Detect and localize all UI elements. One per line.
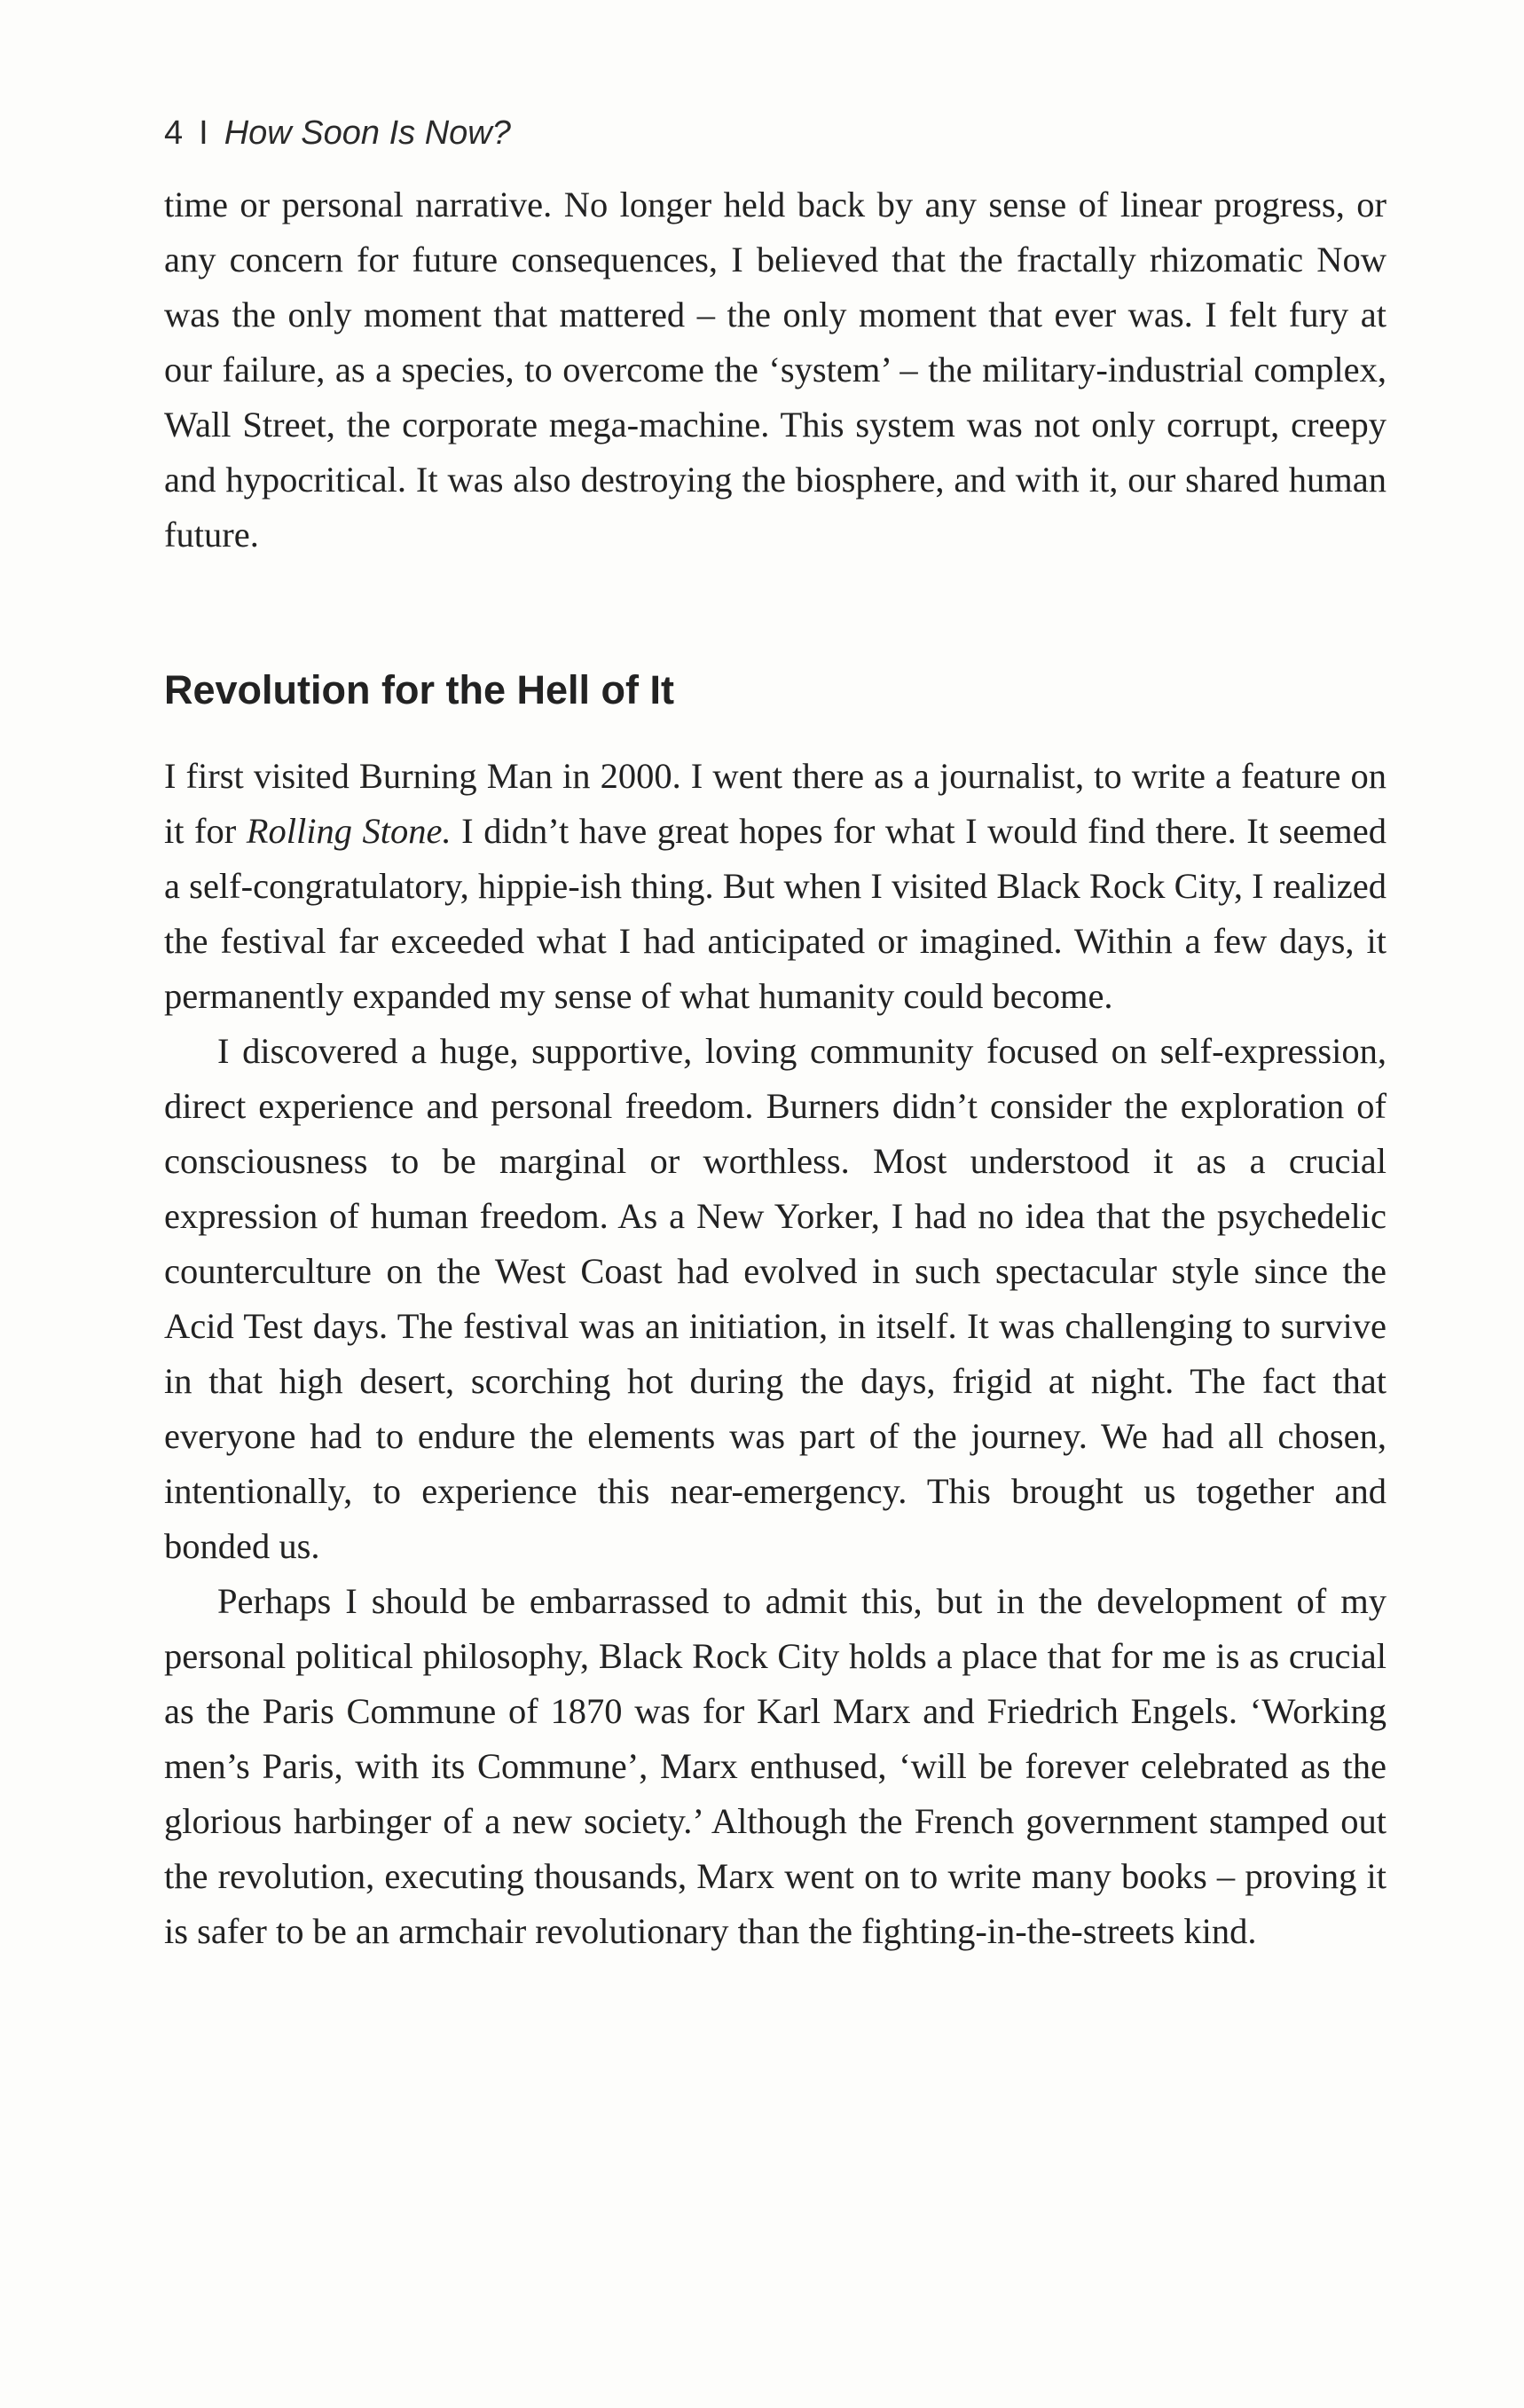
page-number: 4 (164, 114, 184, 152)
paragraph-text: I didn’t have great hopes for what I would find there. It seemed a self-congratulatory, hippie-ish thing. But when I visited Black Rock City, I realized the festival far exceeded what I had anticipated or imagined. Within a few days, it permanently expanded my sense of what humanity could become. (164, 811, 1387, 1016)
publication-title: Rolling Stone. (246, 811, 452, 851)
book-page (164, 114, 1387, 1959)
paragraph-community: I discovered a huge, supportive, loving community focused on self-expression, direct experience and personal freedom. Burners didn’t consider the exploration of consciousness to be marginal or worthless. Most understood it as a crucial expression of human freedom. As a New Yorker, I had no idea that the psychedelic counterculture on the West Coast had evolved in such spectacular style since the Acid Test days. The festival was an initiation, in itself. It was challenging to survive in that high desert, scorching hot during the days, frigid at night. The fact that everyone had to endure the elements was part of the journey. We had all chosen, intentionally, to experience this near-emergency. This brought us together and bonded us. (164, 1031, 1387, 1566)
paragraph-continued: time or personal narrative. No longer held back by any sense of linear progress, or any concern for future consequences, I believed that the fractally rhizomatic Now was the only moment that mattered – the only moment that ever was. I felt fury at our failure, as a species, to overcome the ‘system’ – the military-industrial complex, Wall Street, the corporate mega-machine. This system was not only corrupt, creepy and hypocritical. It was also destroying the biosphere, and with it, our shared human future. (164, 185, 1387, 555)
paragraph-burning-man-first-visit (164, 749, 1387, 1024)
book-title: How Soon Is Now? (224, 114, 511, 152)
running-head (164, 114, 1387, 153)
paragraph-text: I first visited Burning Man in 2000. I went there as a journalist, to write a feature on it for (164, 756, 1387, 851)
section-heading: Revolution for the Hell of It (164, 667, 674, 712)
paragraph-political-philosophy: Perhaps I should be embarrassed to admit this, but in the development of my personal political philosophy, Black Rock City holds a place that for me is as crucial as the Paris Commune of 1870 was for Karl Marx and Friedrich Engels. ‘Working men’s Paris, with its Commune’, Marx enthused, ‘will be forever celebrated as the glorious harbinger of a new society.’ Although the French government stamped out the revolution, executing thousands, Marx went on to write many books – proving it is safer to be an armchair revolutionary than the fighting-in-the-streets kind. (164, 1581, 1387, 1951)
running-head-separator: I (199, 114, 208, 152)
